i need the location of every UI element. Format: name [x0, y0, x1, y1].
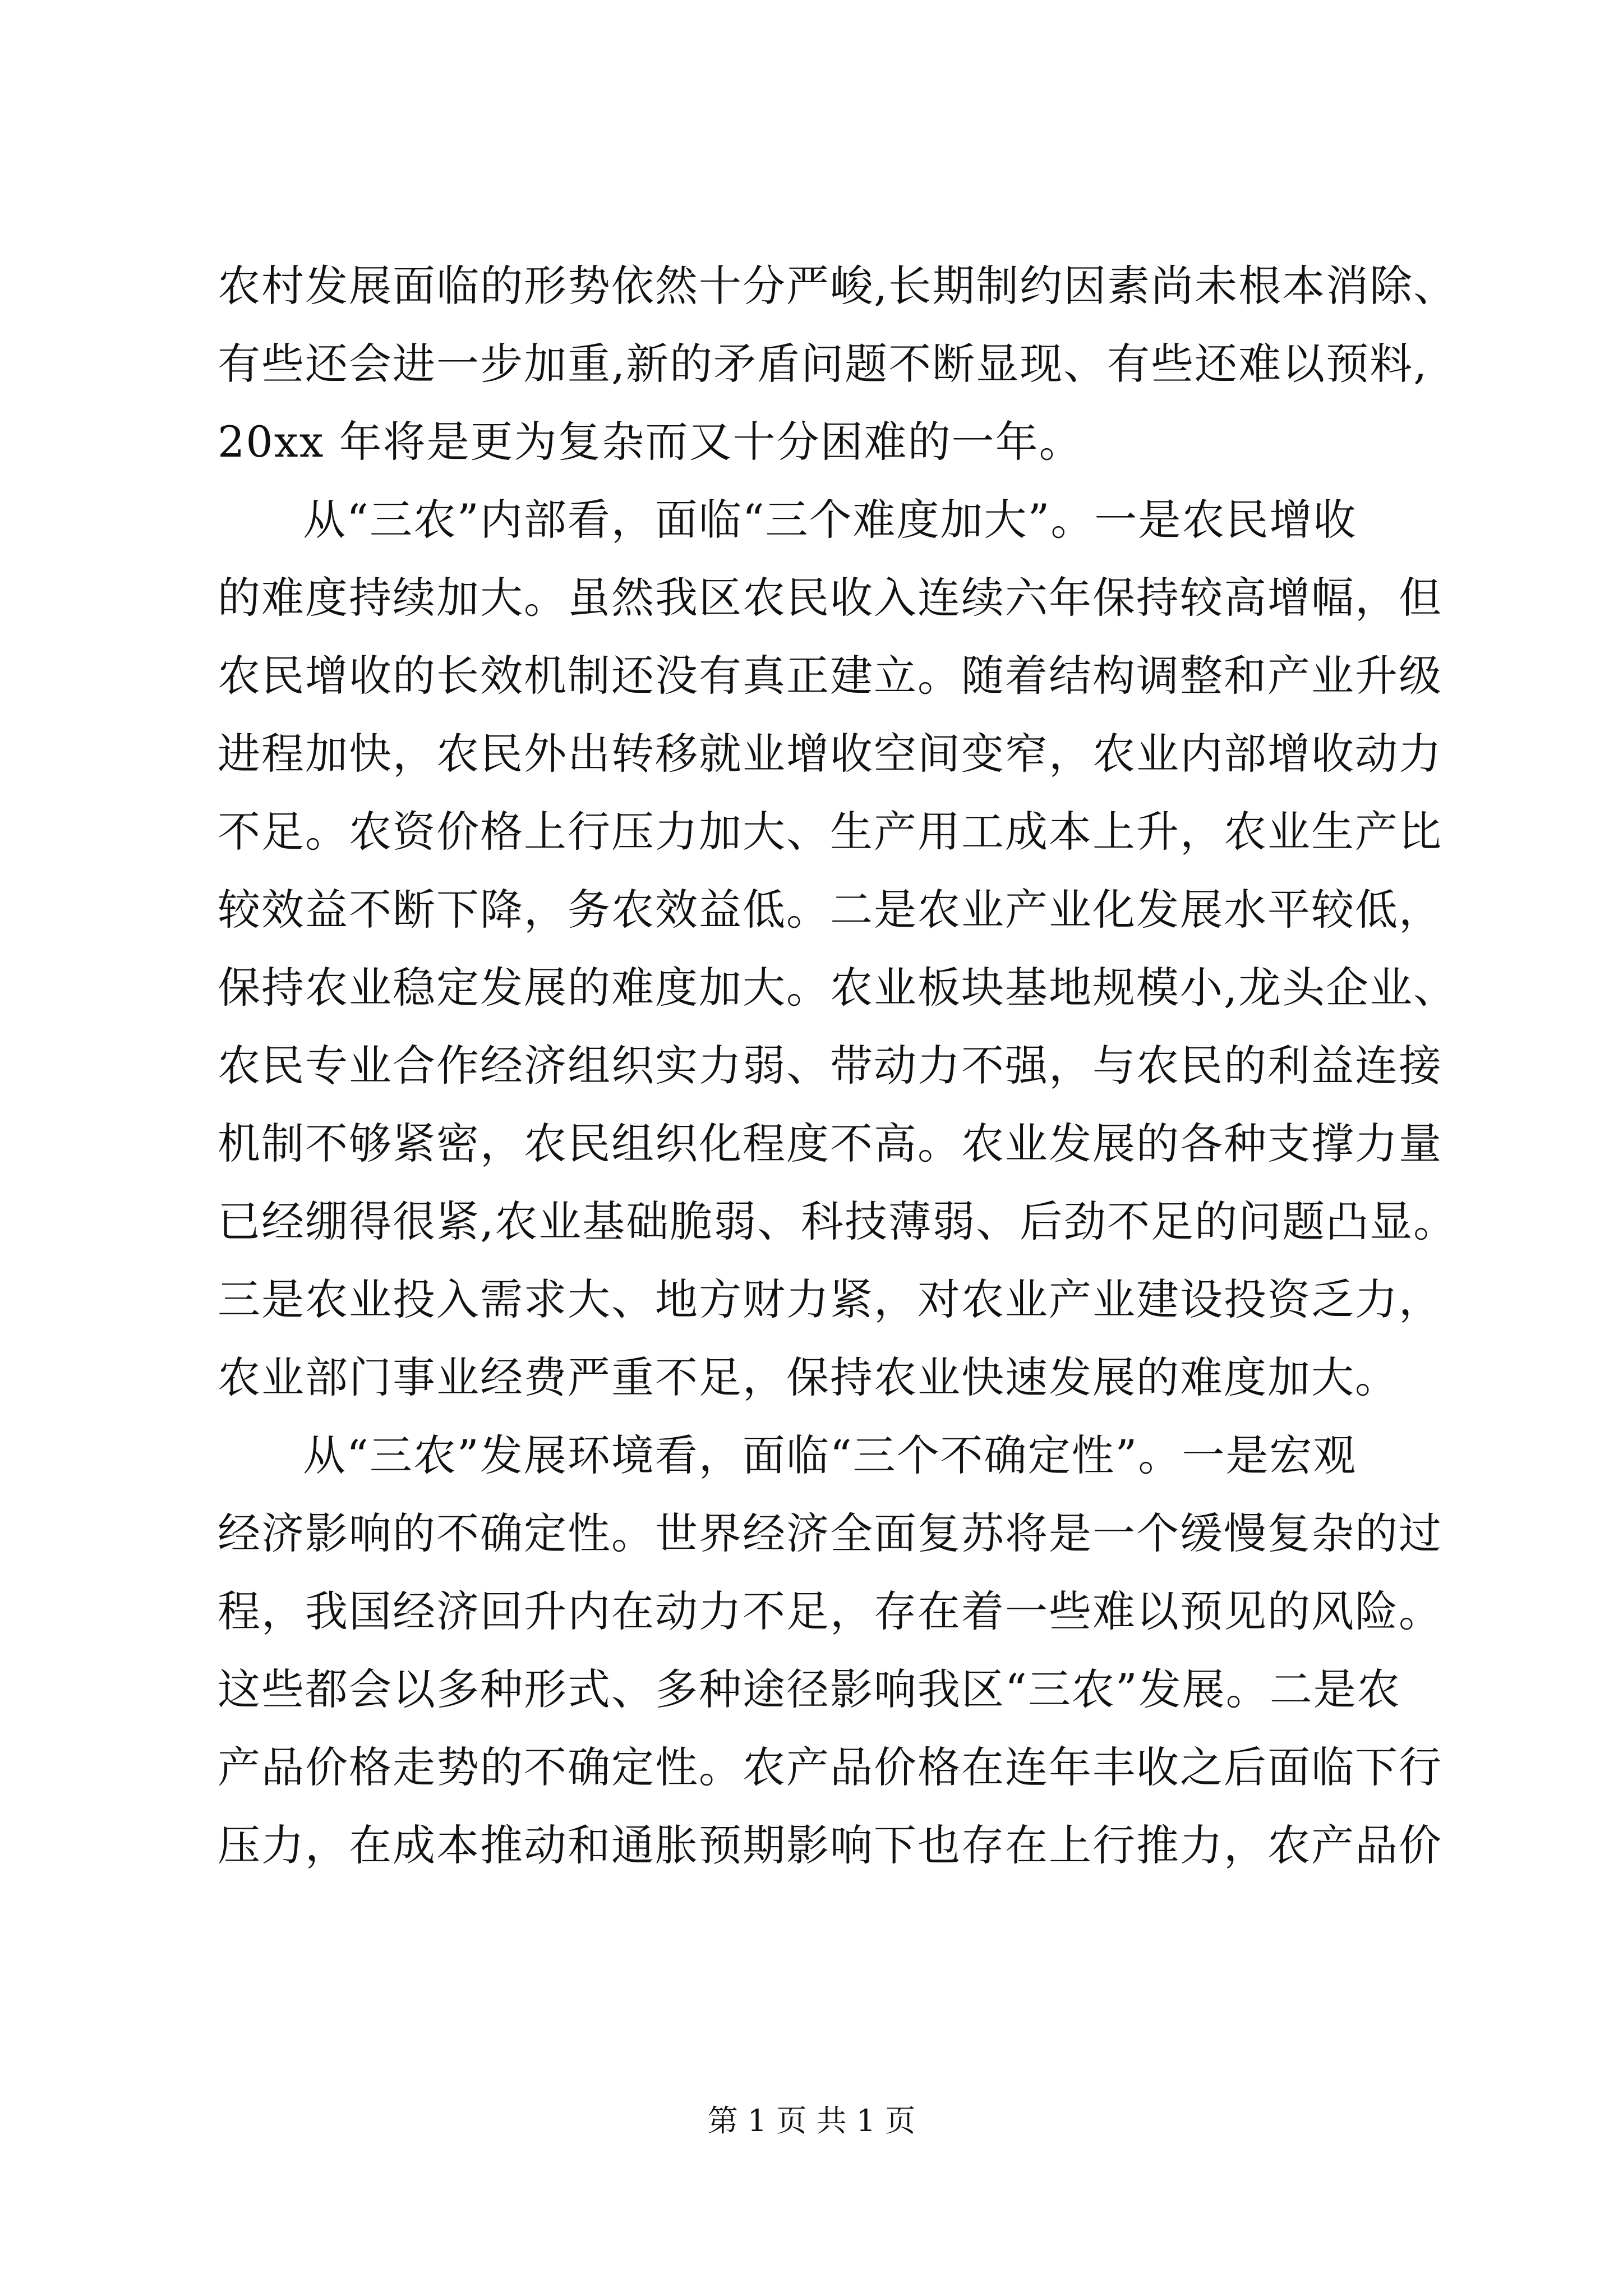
text-line: 经济影响的不确定性。世界经济全面复苏将是一个缓慢复杂的过 — [218, 1508, 1442, 1558]
text-line: 农业部门事业经费严重不足，保持农业快速发展的难度加大。 — [218, 1352, 1399, 1402]
text-line: 进程加快，农民外出转移就业增收空间变窄，农业内部增收动力 — [218, 729, 1442, 779]
text-line: 较效益不断下降，务农效益低。二是农业产业化发展水平较低， — [218, 885, 1442, 935]
text-line: 有些还会进一步加重,新的矛盾问题不断显现、有些还难以预料, — [218, 339, 1428, 389]
text-line: 三是农业投入需求大、地方财力紧，对农业产业建设投资乏力， — [218, 1274, 1442, 1324]
text-line: 不足。农资价格上行压力加大、生产用工成本上升，农业生产比 — [218, 807, 1442, 857]
text-line: 农民专业合作经济组织实力弱、带动力不强，与农民的利益连接 — [218, 1041, 1442, 1091]
text-line: 的难度持续加大。虽然我区农民收入连续六年保持较高增幅，但 — [218, 573, 1442, 623]
text-line: 机制不够紧密，农民组织化程度不高。农业发展的各种支撑力量 — [218, 1119, 1442, 1168]
text-line: 20xx 年将是更为复杂而又十分困难的一年。 — [218, 417, 1083, 467]
text-line: 农民增收的长效机制还没有真正建立。随着结构调整和产业升级 — [218, 651, 1442, 701]
page-number-label: 第 1 页 共 1 页 — [707, 2103, 916, 2138]
text-line: 程，我国经济回升内在动力不足，存在着一些难以预见的风险。 — [218, 1586, 1442, 1636]
paragraph-start-line: 从“三农”发展环境看，面临“三个不确定性”。一是宏观 — [303, 1430, 1357, 1480]
body-text — [218, 247, 1458, 1884]
text-line: 农村发展面临的形势依然十分严峻,长期制约因素尚未根本消除、 — [218, 261, 1458, 311]
text-line: 这些都会以多种形式、多种途径影响我区“三农”发展。二是农 — [218, 1664, 1401, 1714]
text-line: 已经绷得很紧,农业基础脆弱、科技薄弱、后劲不足的问题凸显。 — [218, 1197, 1458, 1246]
text-line: 产品价格走势的不确定性。农产品价格在连年丰收之后面临下行 — [218, 1742, 1442, 1792]
paragraph-start-line: 从“三农”内部看，面临“三个难度加大”。一是农民增收 — [303, 495, 1357, 545]
text-line: 保持农业稳定发展的难度加大。农业板块基地规模小,龙头企业、 — [218, 963, 1458, 1013]
text-line: 压力，在成本推动和通胀预期影响下也存在上行推力，农产品价 — [218, 1820, 1442, 1870]
page-footer — [0, 2097, 1623, 2140]
